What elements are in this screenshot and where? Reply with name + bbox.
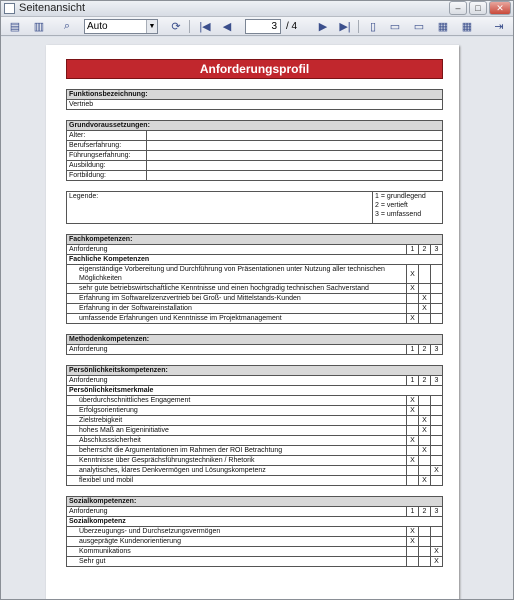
requirement-text: analytisches, klares Denkvermögen und Lösungskompetenz [67,466,407,476]
rating-cell-2 [419,456,431,466]
fach-subheading: Fachliche Kompetenzen [67,255,443,265]
requirement-text: Sehr gut [67,557,407,567]
window-title: Seitenansicht [19,2,86,14]
fach-heading-row [67,235,443,245]
rating-cell-1 [407,426,419,436]
methoden-heading: Methodenkompetenzen: [67,335,443,345]
person-table [66,365,443,486]
column-header-3: 3 [431,376,443,386]
table-row [67,557,443,567]
sozial-heading: Sozialkompetenzen: [67,497,443,507]
rating-cell-2: X [419,426,431,436]
rating-cell-1 [407,446,419,456]
rating-cell-3 [431,476,443,486]
fach-body [67,235,443,324]
two-page-icon[interactable]: ▭ [389,21,401,33]
fach-sub-row [67,255,443,265]
multi-page-icon[interactable]: ▦ [437,21,449,33]
fach-table [66,234,443,324]
table-row [67,476,443,486]
rating-cell-1: X [407,314,419,324]
rating-cell-2: X [419,304,431,314]
column-header-row [67,345,443,355]
requirement-text: Kommunikations [67,547,407,557]
anforderung-header: Anforderung [67,345,407,355]
rating-cell-1 [407,466,419,476]
methoden-heading-row [67,335,443,345]
rating-cell-1 [407,416,419,426]
requirement-text: überdurchschnittliches Engagement [67,396,407,406]
rating-cell-3 [431,537,443,547]
rating-cell-2 [419,436,431,446]
document-page [46,45,459,599]
chevron-down-icon[interactable]: ▼ [146,20,157,33]
rating-cell-1: X [407,406,419,416]
grund-row-label: Führungserfahrung: [67,151,147,161]
grund-row-label: Ausbildung: [67,161,147,171]
table-row [67,527,443,537]
column-header-3: 3 [431,507,443,517]
grund-table [66,120,443,181]
requirement-text: Erfahrung in der Softwareinstallation [67,304,407,314]
column-header-3: 3 [431,345,443,355]
rating-cell-3 [431,426,443,436]
rating-cell-1: X [407,456,419,466]
rating-cell-3 [431,416,443,426]
requirement-text: flexibel und mobil [67,476,407,486]
zoom-value: Auto [87,21,108,32]
person-subheading: Persönlichkeitsmerkmale [67,386,443,396]
column-header-2: 2 [419,376,431,386]
column-header-1: 1 [407,245,419,255]
first-page-icon[interactable]: |◀ [199,21,211,33]
funktion-value: Vertrieb [67,100,443,110]
table-row [67,406,443,416]
rating-cell-2 [419,396,431,406]
funktion-table [66,89,443,110]
rating-cell-2 [419,547,431,557]
table-row [67,446,443,456]
grund-row-value [147,151,443,161]
rating-cell-1: X [407,265,419,284]
rating-cell-1 [407,557,419,567]
rating-cell-3: X [431,547,443,557]
zoom-icon[interactable]: ⌕ [63,20,71,32]
grund-row-label: Fortbildung: [67,171,147,181]
column-header-1: 1 [407,507,419,517]
table-row [67,314,443,324]
requirement-text: Zielstrebigkeit [67,416,407,426]
requirement-text: ausgeprägte Kundenorientierung [67,537,407,547]
person-heading: Persönlichkeitskompetenzen: [67,366,443,376]
rating-cell-3: X [431,557,443,567]
rating-cell-1: X [407,537,419,547]
rating-cell-2: X [419,446,431,456]
person-heading-row [67,366,443,376]
preview-toolbar [1,17,513,36]
anforderung-header: Anforderung [67,245,407,255]
rating-cell-2 [419,265,431,284]
table-row [67,426,443,436]
print-icon[interactable]: ▤ [9,21,21,33]
requirement-text: Überzeugungs- und Durchsetzungsvermögen [67,527,407,537]
legend-item: 3 = umfassend [375,211,422,218]
rating-cell-1 [407,547,419,557]
rating-cell-3 [431,294,443,304]
requirement-text: sehr gute betriebswirtschaftliche Kenntnisse und einen hochgradig technischen Sachverstand [67,284,407,294]
grund-row-value [147,131,443,141]
minimize-button[interactable]: – [449,1,467,15]
document-title-banner: Anforderungsprofil [66,59,443,79]
rating-cell-2 [419,537,431,547]
grund-row-value [147,161,443,171]
rating-cell-3: X [431,466,443,476]
table-row [67,294,443,304]
rating-cell-2 [419,557,431,567]
app-icon [4,3,15,14]
rating-cell-3 [431,456,443,466]
rating-cell-1 [407,304,419,314]
rating-cell-3 [431,304,443,314]
rating-cell-2: X [419,416,431,426]
table-row [67,466,443,476]
rating-cell-3 [431,265,443,284]
rating-cell-3 [431,314,443,324]
refresh-icon[interactable]: ⟳ [171,21,181,33]
sozial-subheading: Sozialkompetenz [67,517,443,527]
last-page-icon[interactable]: ▶| [339,21,351,33]
next-page-icon[interactable]: ▶ [318,21,328,33]
fit-width-icon[interactable]: ▭ [413,21,425,33]
grund-row-value [147,141,443,151]
rating-cell-3 [431,284,443,294]
rating-cell-2: X [419,294,431,304]
legend-item: 2 = vertieft [375,202,408,209]
person-sub-row [67,386,443,396]
legend-label: Legende: [67,192,373,224]
requirement-text: Erfolgsorientierung [67,406,407,416]
column-header-2: 2 [419,507,431,517]
requirement-text: Abschlusssicherheit [67,436,407,446]
requirement-text: umfassende Erfahrungen und Kenntnisse im Projektmanagement [67,314,407,324]
table-row [67,436,443,446]
rating-cell-1 [407,294,419,304]
rating-cell-1 [407,476,419,486]
sozial-body [67,497,443,567]
rating-cell-3 [431,436,443,446]
rating-cell-1: X [407,396,419,406]
sozial-heading-row [67,497,443,507]
requirement-text: Kenntnisse über Gesprächsführungstechniken / Rhetorik [67,456,407,466]
table-row [67,265,443,284]
column-header-row [67,376,443,386]
single-page-icon[interactable]: ▯ [369,21,377,33]
table-row [67,284,443,294]
anforderung-header: Anforderung [67,507,407,517]
sozial-table [66,496,443,567]
column-header-row [67,245,443,255]
column-header-1: 1 [407,376,419,386]
legend-item: 1 = grundlegend [375,193,426,200]
document-content [66,59,443,567]
table-row [67,547,443,557]
maximize-button[interactable]: □ [469,1,487,15]
column-header-row [67,507,443,517]
zoom-select[interactable] [84,19,158,34]
rating-cell-1: X [407,284,419,294]
column-header-3: 3 [431,245,443,255]
rating-cell-3 [431,406,443,416]
funktion-heading: Funktionsbezeichnung: [67,90,443,100]
document-viewer[interactable] [1,37,513,599]
previous-page-icon[interactable]: ◀ [222,21,232,33]
column-header-2: 2 [419,345,431,355]
anforderung-header: Anforderung [67,376,407,386]
rating-cell-3 [431,446,443,456]
rating-cell-2 [419,284,431,294]
legend-values [373,192,443,224]
sozial-sub-row [67,517,443,527]
table-row [67,396,443,406]
methoden-body [67,335,443,355]
person-body [67,366,443,486]
table-row [67,537,443,547]
page-setup-icon[interactable]: ▥ [33,21,45,33]
column-header-2: 2 [419,245,431,255]
column-header-1: 1 [407,345,419,355]
rating-cell-3 [431,527,443,537]
rating-cell-2 [419,527,431,537]
rating-cell-2 [419,406,431,416]
grund-row-value [147,171,443,181]
grund-row-label: Berufserfahrung: [67,141,147,151]
fach-heading: Fachkompetenzen: [67,235,443,245]
table-row [67,416,443,426]
requirement-text: eigenständige Vorbereitung und Durchführung von Präsentationen unter Nutzung aller technischen Möglichkeiten [67,265,407,284]
table-row [67,304,443,314]
rating-cell-2 [419,466,431,476]
grund-row-label: Alter: [67,131,147,141]
rating-cell-2: X [419,476,431,486]
rating-cell-1: X [407,436,419,446]
grund-heading: Grundvoraussetzungen: [67,121,443,131]
rating-cell-3 [431,396,443,406]
page-count: / 4 [286,21,298,32]
close-button[interactable]: ✕ [489,1,511,15]
methoden-table [66,334,443,355]
legend-table [66,191,443,224]
title-bar [1,1,513,17]
requirement-text: hohes Maß an Eigeninitiative [67,426,407,436]
rating-cell-1: X [407,527,419,537]
table-row [67,456,443,466]
grid-view-icon[interactable]: ▦ [461,21,473,33]
page-number-input[interactable]: 3 [245,19,281,34]
rating-cell-2 [419,314,431,324]
requirement-text: beherrscht die Argumentationen im Rahmen der ROI Betrachtung [67,446,407,456]
requirement-text: Erfahrung im Softwarelizenzvertrieb bei Groß- und Mittelstands-Kunden [67,294,407,304]
exit-preview-icon[interactable]: ⇥ [494,21,504,33]
